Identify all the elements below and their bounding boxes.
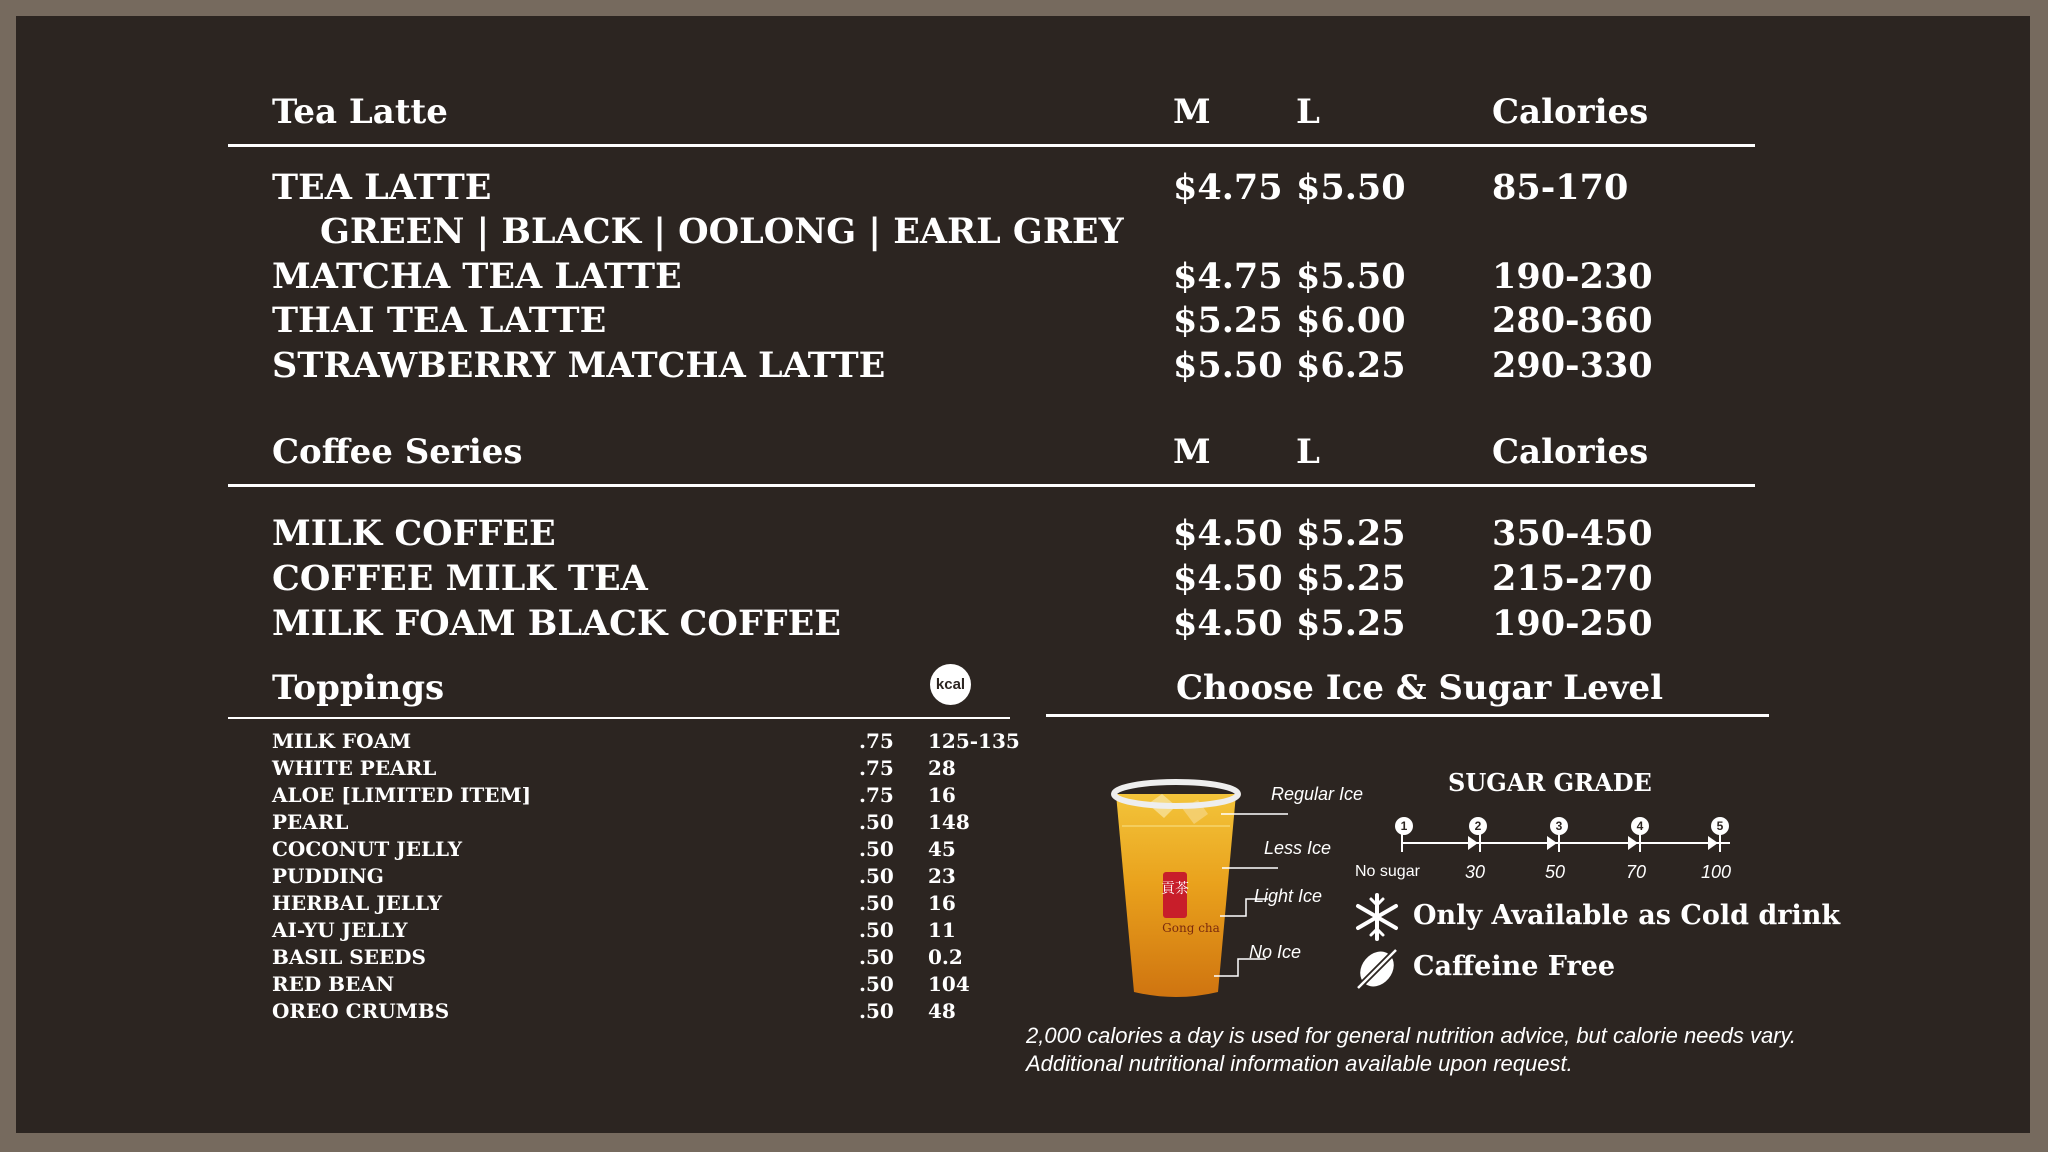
topping-calories: 16 xyxy=(928,891,956,915)
footer-note-line1: 2,000 calories a day is used for general nutrition advice, but calorie needs vary. xyxy=(1026,1023,1797,1048)
topping-calories: 16 xyxy=(928,783,956,807)
tea-item-price-m: $4.75 xyxy=(1173,256,1283,297)
sugar-grade-scale xyxy=(1378,812,1758,862)
coffee-item-calories: 215-270 xyxy=(1492,558,1653,599)
tea-item-name: THAI TEA LATTE xyxy=(272,300,607,341)
ice-sugar-title: Choose Ice & Sugar Level xyxy=(1176,668,1664,708)
coffee-item-calories: 350-450 xyxy=(1492,513,1653,554)
topping-calories: 48 xyxy=(928,999,956,1023)
sugar-step-label: 70 xyxy=(1626,862,1647,882)
tea-divider xyxy=(228,144,1755,147)
sugar-step-label: No sugar xyxy=(1355,863,1420,880)
topping-calories: 148 xyxy=(928,810,970,834)
topping-price: .75 xyxy=(859,729,894,753)
topping-name: WHITE PEARL xyxy=(272,756,437,780)
tea-item-name: TEA LATTE xyxy=(272,167,492,208)
menu-board xyxy=(16,16,2030,1133)
tea-item-calories: 85-170 xyxy=(1492,167,1629,208)
topping-name: BASIL SEEDS xyxy=(272,945,426,969)
cold-only-label: Only Available as Cold drink xyxy=(1413,900,1841,931)
topping-name: PEARL xyxy=(272,810,349,834)
tea-item-calories: 190-230 xyxy=(1492,256,1653,297)
sugar-step-number: 1 xyxy=(1395,817,1413,835)
sugar-step-number: 5 xyxy=(1711,817,1729,835)
tea-item-price-l: $6.25 xyxy=(1296,345,1406,386)
sugar-grade-title: SUGAR GRADE xyxy=(1448,768,1652,797)
topping-calories: 28 xyxy=(928,756,956,780)
coffee-item-name: COFFEE MILK TEA xyxy=(272,558,648,599)
coffee-item-price-m: $4.50 xyxy=(1173,558,1283,599)
topping-calories: 125-135 xyxy=(928,729,1020,753)
topping-price: .50 xyxy=(859,918,894,942)
topping-name: RED BEAN xyxy=(272,972,395,996)
tea-item-price-l: $6.00 xyxy=(1296,300,1406,341)
coffee-item-price-l: $5.25 xyxy=(1296,603,1406,644)
tea-col-l: L xyxy=(1296,92,1320,132)
ice-level-label: Less Ice xyxy=(1264,838,1332,858)
caffeine-free-label: Caffeine Free xyxy=(1413,951,1616,982)
topping-name: OREO CRUMBS xyxy=(272,999,450,1023)
topping-calories: 0.2 xyxy=(928,945,963,969)
topping-name: ALOE [LIMITED ITEM] xyxy=(272,783,532,807)
tea-item-calories: 290-330 xyxy=(1492,345,1653,386)
sugar-step-number: 2 xyxy=(1469,817,1487,835)
topping-price: .50 xyxy=(859,864,894,888)
tea-item-price-m: $5.50 xyxy=(1173,345,1283,386)
topping-name: HERBAL JELLY xyxy=(272,891,443,915)
coffee-item-price-m: $4.50 xyxy=(1173,513,1283,554)
coffee-col-m: M xyxy=(1173,432,1211,472)
topping-price: .50 xyxy=(859,837,894,861)
cup-brand: Gong cha xyxy=(1162,921,1220,935)
topping-price: .50 xyxy=(859,891,894,915)
coffee-item-name: MILK COFFEE xyxy=(272,513,556,554)
kcal-badge: kcal xyxy=(930,664,971,705)
tea-variants: GREEN | BLACK | OOLONG | EARL GREY xyxy=(320,211,1124,252)
tea-item-calories: 280-360 xyxy=(1492,300,1653,341)
coffee-item-price-l: $5.25 xyxy=(1296,513,1406,554)
tea-item-name: STRAWBERRY MATCHA LATTE xyxy=(272,345,886,386)
tea-item-price-m: $5.25 xyxy=(1173,300,1283,341)
topping-name: AI-YU JELLY xyxy=(272,918,408,942)
topping-price: .50 xyxy=(859,945,894,969)
sugar-step-label: 30 xyxy=(1465,862,1486,882)
sugar-step-number: 3 xyxy=(1550,817,1568,835)
topping-price: .50 xyxy=(859,972,894,996)
snowflake-icon xyxy=(1352,892,1402,942)
ice-level-label: Regular Ice xyxy=(1271,784,1364,804)
coffee-col-l: L xyxy=(1296,432,1320,472)
toppings-title: Toppings xyxy=(272,668,445,708)
cup-logo-chars: 貢茶 xyxy=(1161,881,1189,897)
toppings-divider xyxy=(228,717,1010,719)
sugar-step-number: 4 xyxy=(1631,817,1649,835)
topping-price: .75 xyxy=(859,783,894,807)
tea-item-price-m: $4.75 xyxy=(1173,167,1283,208)
tea-col-calories: Calories xyxy=(1492,92,1649,132)
topping-calories: 104 xyxy=(928,972,970,996)
coffee-item-name: MILK FOAM BLACK COFFEE xyxy=(272,603,841,644)
ice-level-label: No Ice xyxy=(1249,942,1302,962)
topping-name: COCONUT JELLY xyxy=(272,837,463,861)
tea-item-price-l: $5.50 xyxy=(1296,256,1406,297)
sugar-step-label: 50 xyxy=(1545,862,1566,882)
coffee-item-price-l: $5.25 xyxy=(1296,558,1406,599)
coffee-col-calories: Calories xyxy=(1492,432,1649,472)
ice-sugar-divider xyxy=(1046,714,1769,717)
caffeine-free-icon xyxy=(1354,946,1400,992)
topping-name: MILK FOAM xyxy=(272,729,412,753)
topping-calories: 11 xyxy=(928,918,956,942)
topping-price: .50 xyxy=(859,999,894,1023)
coffee-item-price-m: $4.50 xyxy=(1173,603,1283,644)
tea-item-name: MATCHA TEA LATTE xyxy=(272,256,682,297)
coffee-divider xyxy=(228,484,1755,487)
ice-level-label: Light Ice xyxy=(1254,886,1323,906)
sugar-step-label: 100 xyxy=(1701,862,1732,882)
tea-section-title: Tea Latte xyxy=(272,92,448,132)
topping-calories: 45 xyxy=(928,837,956,861)
topping-name: PUDDING xyxy=(272,864,384,888)
footer-note-line2: Additional nutritional information available upon request. xyxy=(1026,1051,1573,1076)
coffee-section-title: Coffee Series xyxy=(272,432,523,472)
tea-item-price-l: $5.50 xyxy=(1296,167,1406,208)
coffee-item-calories: 190-250 xyxy=(1492,603,1653,644)
tea-col-m: M xyxy=(1173,92,1211,132)
topping-price: .50 xyxy=(859,810,894,834)
topping-price: .75 xyxy=(859,756,894,780)
topping-calories: 23 xyxy=(928,864,956,888)
